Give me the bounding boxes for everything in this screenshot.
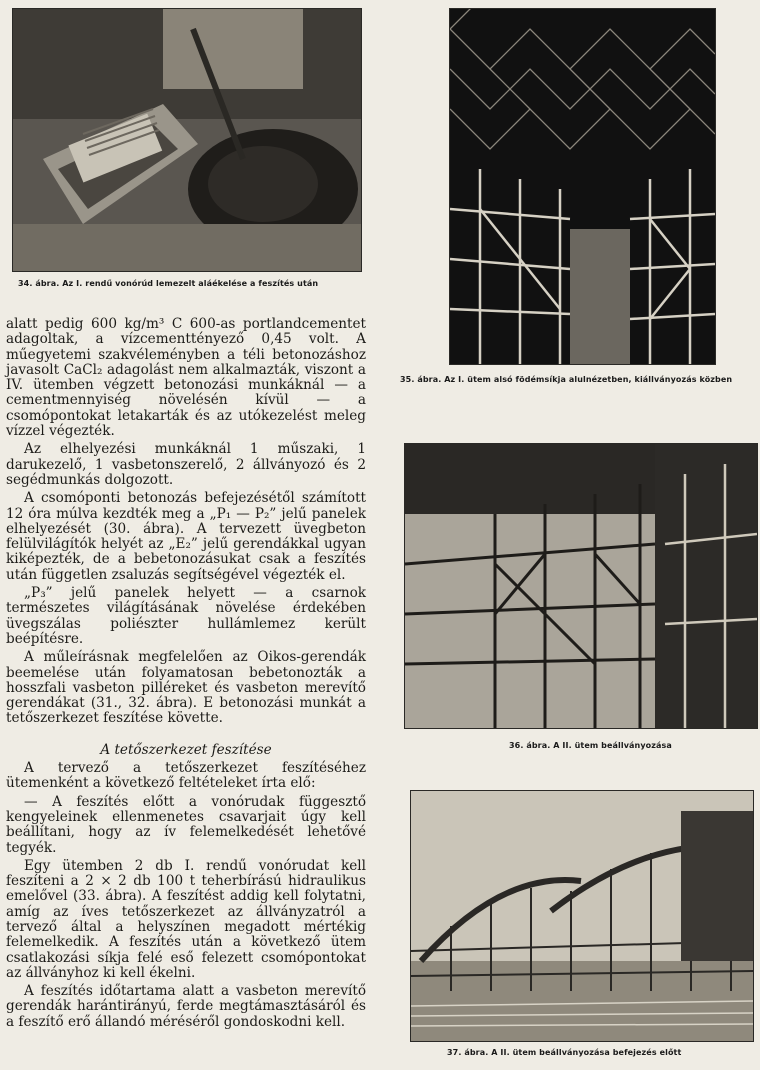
paragraph: A feszítés időtartama alatt a vasbeton merevítő gerendák harántirányú, ferde megtámasztásáról és a feszítő erő állandó méréséről gondoskodni kell. (6, 983, 366, 1030)
figure-37-caption: 37. ábra. A II. ütem beállványozása befejezés előtt (447, 1048, 682, 1057)
figure-34-caption: 34. ábra. Az I. rendű vonórúd lemezelt aláékelése a feszítés után (18, 279, 319, 288)
paragraph: Az elhelyezési munkáknál 1 műszaki, 1 darukezelő, 1 vasbetonszerelő, 2 állványozó és 2 segédmunkás dolgozott. (6, 441, 366, 488)
paragraph: Egy ütemben 2 db I. rendű vonórudat kell feszíteni a 2 × 2 db 100 t teherbírású hidraulikus emelővel (33. ábra). A feszítést addig kell folytatni, amíg az íves tetőszerkezet az állványzatról a tervező által a helyszínen megadott mértékig felemelkedik. A feszítés után a következő ütem csatlakozási síkja felé eső felezett csomópontokat az állványhoz ki kell ékelni. (6, 857, 366, 981)
body-text-column (6, 317, 366, 1033)
paragraph: A műleírásnak megfelelően az Oikos-gerendák beemelése után folyamatosan bebetonozták a hosszfali vasbeton pilléreket és vasbeton merevítő gerendákat (31., 32. ábra). E betonozási munkát a tetőszerkezet feszítése követte. (6, 649, 366, 727)
section-heading: A tetőszerkezet feszítése (100, 741, 272, 758)
figure-37-photo (410, 790, 754, 1042)
figure-34-photo (12, 8, 362, 272)
paragraph: A csomóponti betonozás befejezésétől számított 12 óra múlva kezdték meg a „P₁ — P₂” jelű panelek elhelyezését (30. ábra). A tervezett üvegbeton felülvilágítók helyét az „E₂” jelű gerendákkal ugyan kiképezték, de a bebetonozásukat csak a feszítés után független zsaluzás segítségével végezték el. (6, 490, 366, 583)
paragraph: „P₃” jelű panelek helyett — a csarnok természetes világításának növelése érdekében üvegszálas poliészter hullámlemez került beépítésre. (6, 585, 366, 647)
paragraph: alatt pedig 600 kg/m³ C 600-as portlandcementet adagoltak, a vízcementtényező 0,45 volt. A műegyetemi szakvéleményben a téli betonozáshoz javasolt CaCl₂ adagolást nem alkalmazták, viszont a IV. ütemben végzett betonozási munkáknál — a cementmennyiség növelésén kívül — a csomópontokat letakarták és az utókezelést meleg vízzel végezték. (6, 316, 366, 440)
paragraph: — A feszítés előtt a vonórudak függesztő kengyeleinek ellenmenetes csavarjait úgy kell beállítani, hogy az ív felemelkedését lehetővé tegyék. (6, 793, 366, 856)
figure-36-caption: 36. ábra. A II. ütem beállványozása (509, 741, 672, 750)
figure-36-photo (404, 443, 758, 729)
paragraph: A tervező a tetőszerkezet feszítéséhez ütemenként a következő feltételeket írta elő: (6, 760, 366, 792)
figure-35-photo (449, 8, 716, 365)
figure-35-caption: 35. ábra. Az I. ütem alsó födémsíkja alulnézetben, kiállványozás közben (400, 375, 733, 384)
